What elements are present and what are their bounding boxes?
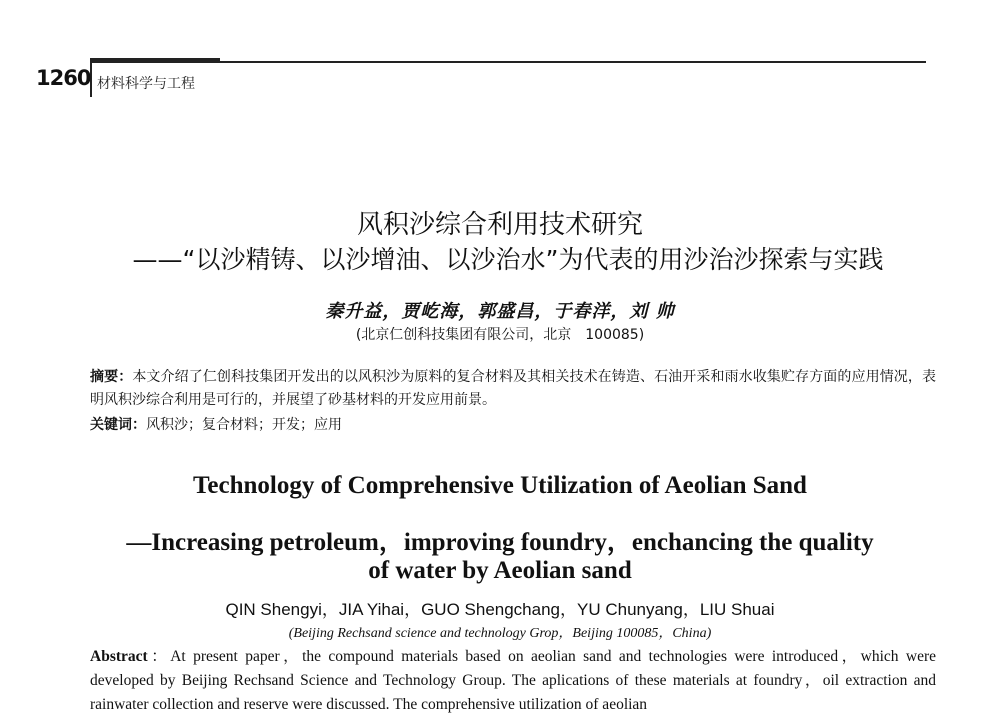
en-authors: QIN Shengyi，JIA Yihai，GUO Shengchang，YU Chunyang，LIU Shuai [225, 600, 775, 619]
en-title-subtitle-line1: —Increasing petroleum，improving foundry，enchancing the quality [126, 529, 874, 556]
cn-abstract [90, 366, 936, 412]
header-rule [90, 61, 926, 63]
journal-name: 材料科学与工程 [97, 76, 195, 92]
cn-keywords-label: 关键词： [90, 417, 146, 433]
en-abstract-text: ：At present paper，the compound materials based on aeolian sand and technologies were introduced，which were developed by Beijing Rechsand Science and Technology Group. The aplications of these materials at foundry，oil extraction and rainwater collection and reserve were discussed. The comprehensive utilization of aeolian [90, 648, 936, 713]
cn-abstract-text: 本文介绍了仁创科技集团开发出的以风积沙为原料的复合材料及其相关技术在铸造、石油开采和雨水收集贮存方面的应用情况，表明风积沙综合利用是可行的，并展望了砂基材料的开发应用前景。 [90, 369, 937, 408]
cn-affiliation: (北京仁创科技集团有限公司，北京 100085) [355, 327, 645, 343]
cn-title-subtitle: ——“以沙精铸、以沙增油、以沙治水”为代表的用沙治沙探索与实践 [132, 245, 884, 274]
cn-keywords [90, 414, 342, 434]
cn-title-main: 风积沙综合利用技术研究 [356, 210, 643, 240]
en-affiliation: (Beijing Rechsand science and technology Grop，Beijing 100085，China) [288, 626, 712, 641]
en-abstract-label: Abstract [90, 648, 148, 665]
en-title-main: Technology of Comprehensive Utilization of Aeolian Sand [193, 472, 807, 499]
en-title-subtitle-line2: of water by Aeolian sand [368, 557, 632, 584]
cn-abstract-label: 摘要： [90, 369, 133, 385]
cn-authors: 秦升益，贾屹海，郭盛昌，于春洋，刘 帅 [325, 301, 675, 322]
cn-keywords-text: 风积沙；复合材料；开发；应用 [146, 417, 342, 433]
en-abstract [90, 645, 936, 717]
page-number: 1260 [36, 66, 91, 90]
